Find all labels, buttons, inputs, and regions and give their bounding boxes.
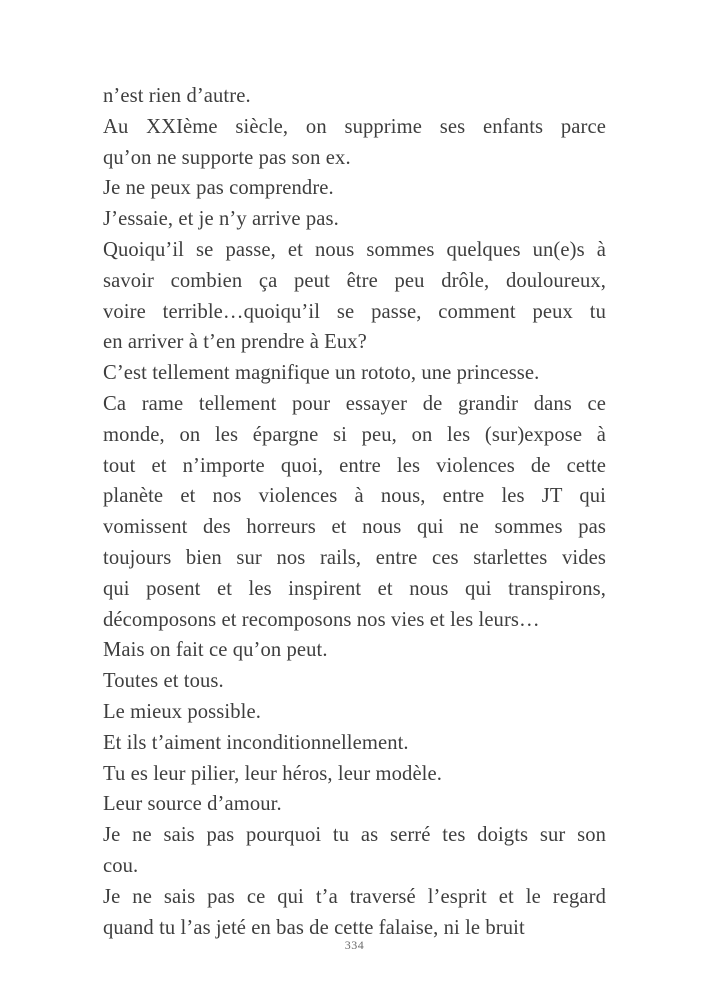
text-line: Je ne peux pas comprendre. xyxy=(103,177,334,200)
paragraph xyxy=(103,173,606,204)
text-line: J’essaie, et je n’y arrive pas. xyxy=(103,208,339,231)
paragraph xyxy=(103,882,606,944)
text-line: n’est rien d’autre. xyxy=(103,85,251,107)
text-line: voire terrible…quoiqu’il se passe, comment peux tu xyxy=(103,300,606,323)
text-line: Quoiqu’il se passe, et nous sommes quelques un(e)s à xyxy=(103,238,606,261)
paragraph xyxy=(103,820,606,882)
text-line: Toutes et tous. xyxy=(103,670,224,693)
text-line: toujours bien sur nos rails, entre ces starlettes vides xyxy=(103,546,606,569)
paragraph xyxy=(103,635,606,666)
page-number: 334 xyxy=(344,938,365,952)
text-line: Ca rame tellement pour essayer de grandir dans ce xyxy=(103,392,606,415)
text-line: qu’on ne supporte pas son ex. xyxy=(103,146,351,169)
text-line: C’est tellement magnifique un rototo, une princesse. xyxy=(103,362,540,385)
paragraph xyxy=(103,759,606,790)
paragraph xyxy=(103,204,606,235)
text-line: Je ne sais pas ce qui t’a traversé l’esprit et le regard xyxy=(103,885,606,908)
text-line: vomissent des horreurs et nous qui ne sommes pas xyxy=(103,516,606,539)
paragraph xyxy=(103,389,606,635)
paragraph xyxy=(103,235,606,358)
text-line: cou. xyxy=(103,854,139,877)
text-line: Tu es leur pilier, leur héros, leur modèle. xyxy=(103,762,442,785)
paragraph xyxy=(103,728,606,759)
paragraph xyxy=(103,697,606,728)
text-line: quand tu l’as jeté en bas de cette falaise, ni le bruit xyxy=(103,916,525,939)
text-line: décomposons et recomposons nos vies et les leurs… xyxy=(103,608,540,631)
paragraph xyxy=(103,81,606,112)
paragraph xyxy=(103,666,606,697)
text-line: tout et n’importe quoi, entre les violences de cette xyxy=(103,454,606,477)
text-line: en arriver à t’en prendre à Eux? xyxy=(103,331,367,354)
text-line: Au XXIème siècle, on supprime ses enfants parce xyxy=(103,115,606,138)
paragraph xyxy=(103,358,606,389)
text-line: monde, on les épargne si peu, on les (sur)expose à xyxy=(103,423,606,446)
text-line: Je ne sais pas pourquoi tu as serré tes doigts sur son xyxy=(103,824,606,847)
paragraph xyxy=(103,789,606,820)
paragraph xyxy=(103,112,606,174)
text-line: qui posent et les inspirent et nous qui transpirons, xyxy=(103,577,606,600)
text-line: Mais on fait ce qu’on peut. xyxy=(103,639,328,662)
text-line: Le mieux possible. xyxy=(103,700,261,723)
text-line: planète et nos violences à nous, entre les JT qui xyxy=(103,485,606,508)
text-line: Et ils t’aiment inconditionnellement. xyxy=(103,731,409,754)
text-line: savoir combien ça peut être peu drôle, douloureux, xyxy=(103,269,606,292)
page-text-body xyxy=(103,81,606,943)
text-line: Leur source d’amour. xyxy=(103,793,282,816)
